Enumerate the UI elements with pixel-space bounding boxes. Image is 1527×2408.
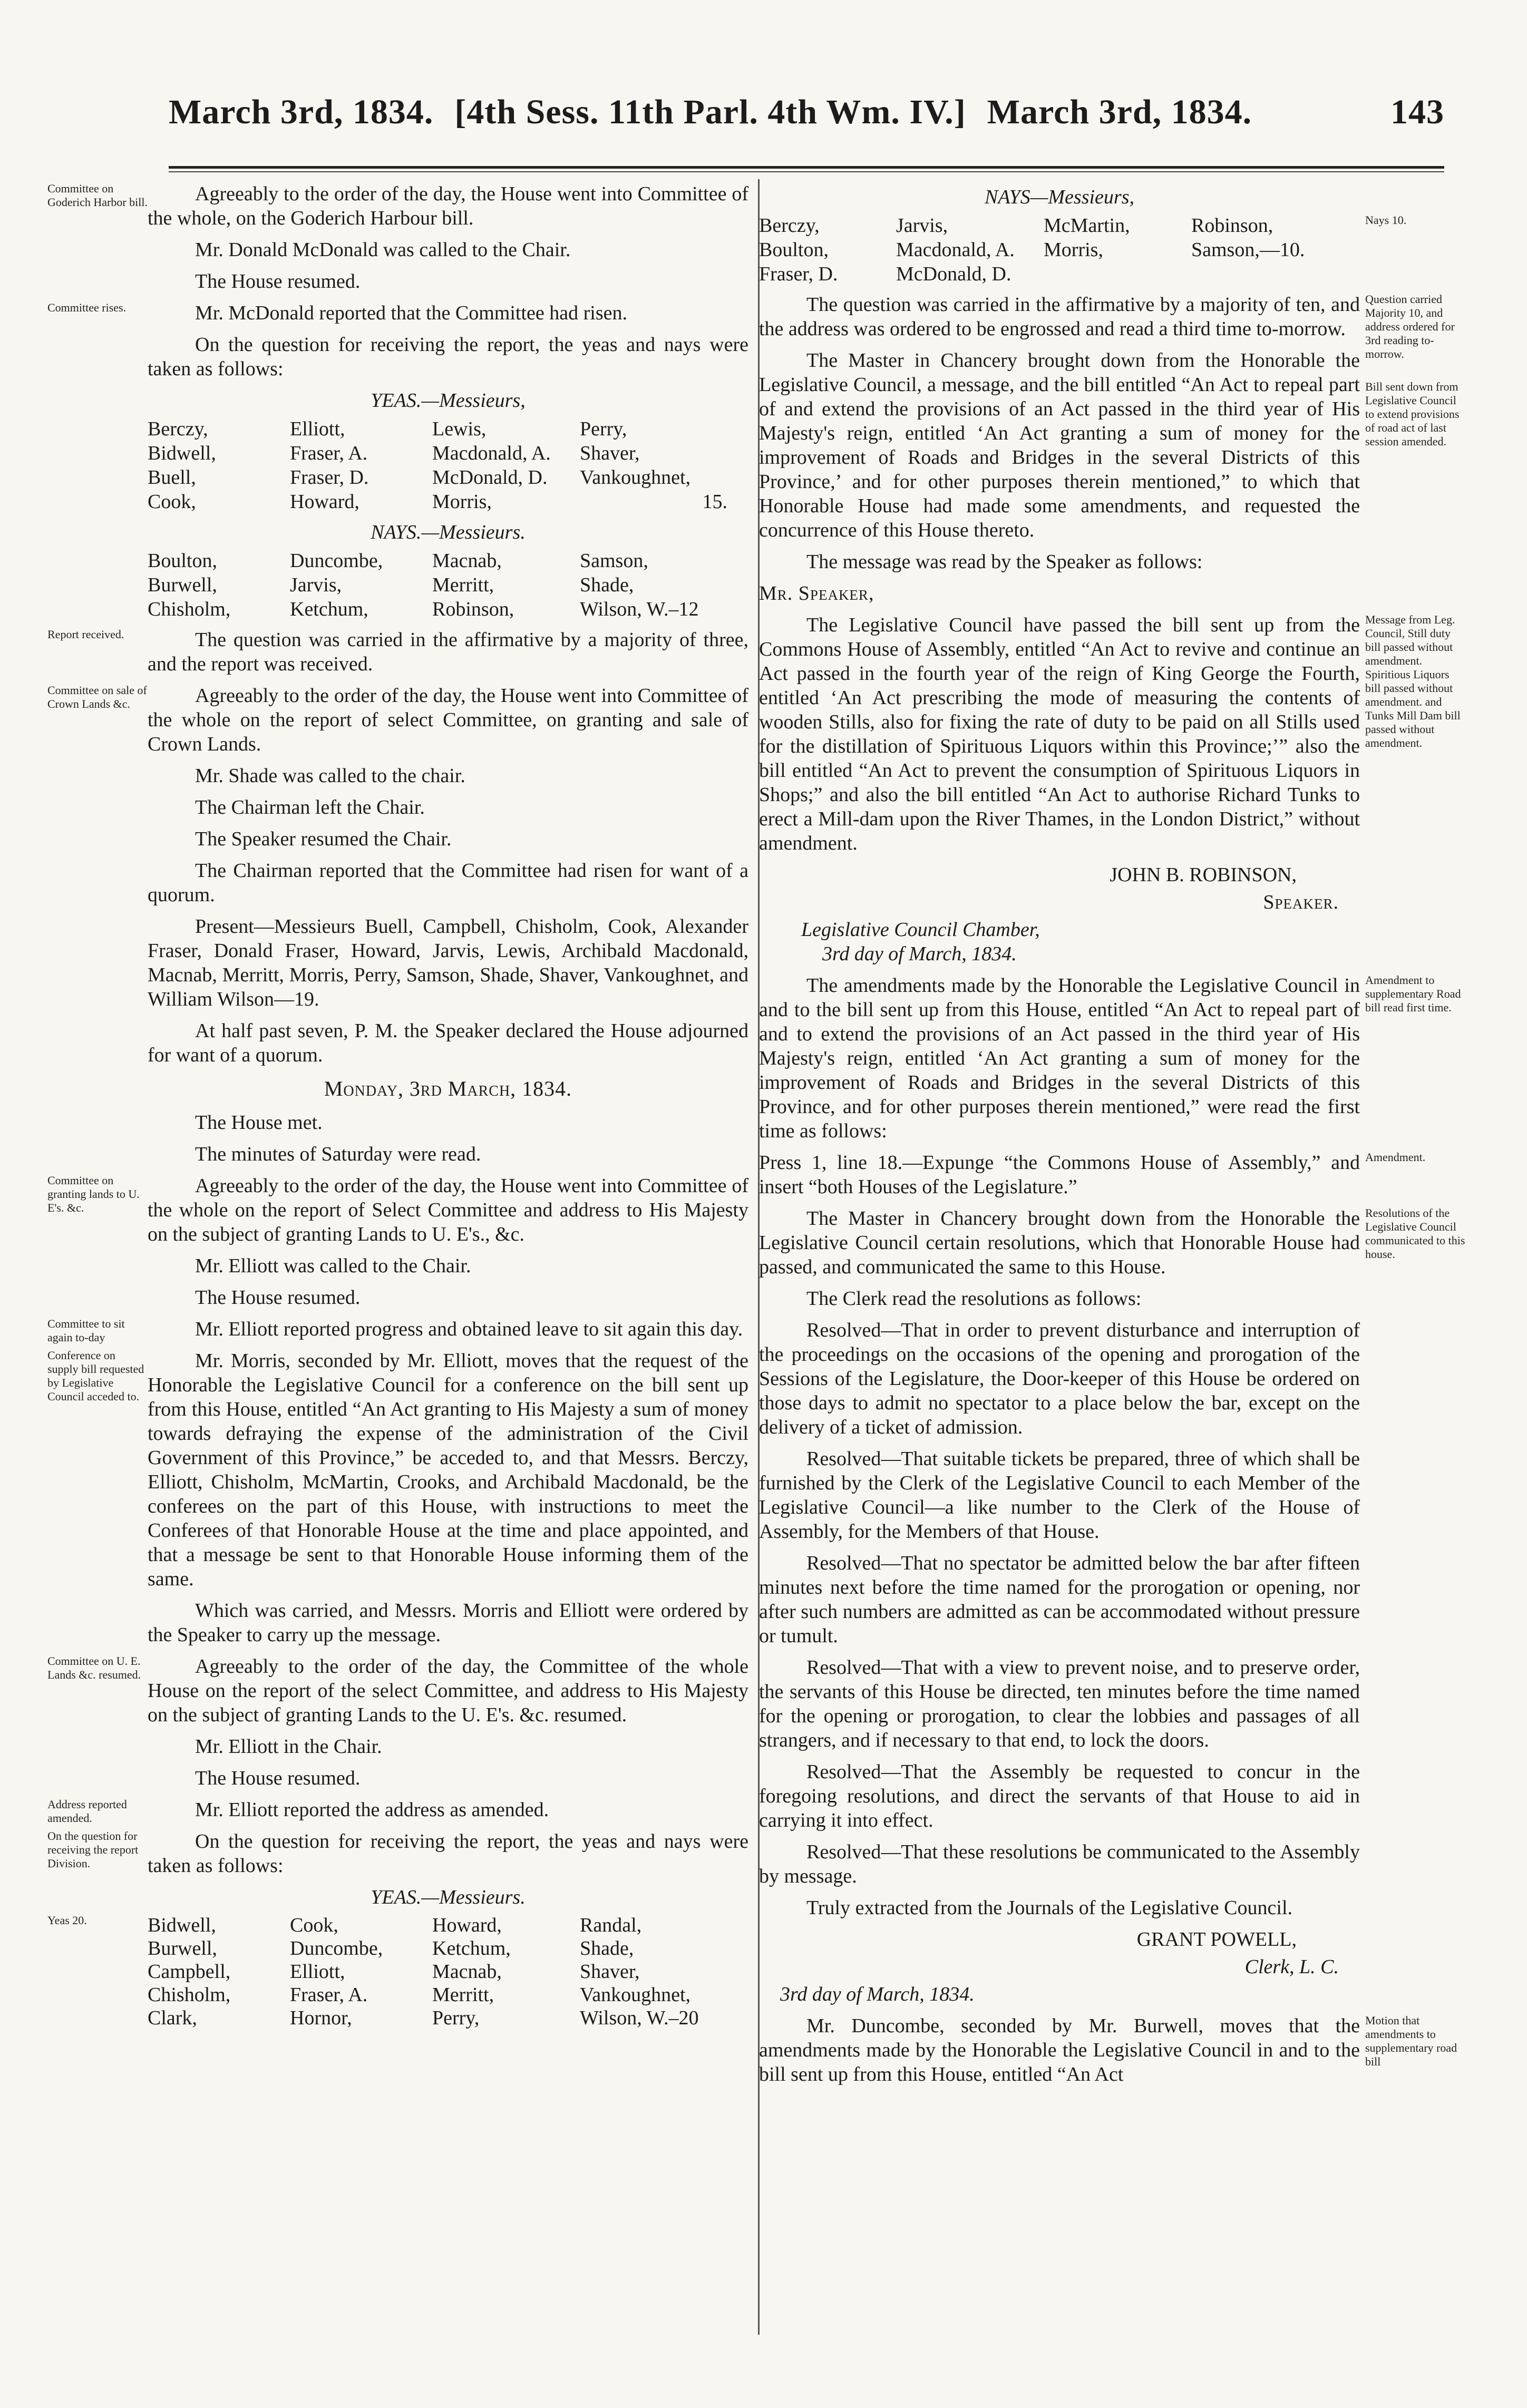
chamber-name: Legislative Council Chamber, <box>801 919 1040 941</box>
margin-note: Committee to sit again to-day <box>47 1317 125 1344</box>
paragraph: The Master in Chancery brought down from the Honorable the Legislative Council certain resolutions, which that Honorable House had passed, and communicated the same to this House. <box>759 1207 1360 1278</box>
entry <box>47 1654 748 1727</box>
member-name: Boulton, <box>759 239 829 261</box>
member-name: Fraser, A. <box>290 442 368 464</box>
member-name: Ketchum, <box>432 1937 511 1959</box>
member-name: Merritt, <box>432 1984 494 2006</box>
member-name: McDonald, D. <box>896 263 1011 285</box>
member-name: Lewis, <box>432 418 487 440</box>
paragraph: The Chairman reported that the Committee had risen for want of a quorum. <box>148 860 748 906</box>
member-name: Cook, <box>290 1914 338 1936</box>
paragraph: The Clerk read the resolutions as follows: <box>806 1288 1142 1310</box>
member-name: Burwell, <box>148 1937 217 1959</box>
paragraph: The House resumed. <box>195 1767 361 1789</box>
member-name: McDonald, D. <box>432 466 548 489</box>
margin-note: Conference on supply bill requested by Legislative Council acceded to. <box>47 1349 144 1403</box>
margin-note: Amendment. <box>1365 1151 1426 1164</box>
nays-heading: NAYS.—Messieurs. <box>371 521 526 543</box>
header-session: [4th Sess. 11th Parl. 4th Wm. IV.] <box>454 93 966 131</box>
paragraph: Press 1, line 18.—Expunge “the Commons House of Assembly,” and insert “both Houses of the Legislature.” <box>759 1152 1360 1198</box>
margin-note: Nays 10. <box>1365 213 1407 227</box>
paragraph: The amendments made by the Honorable the Legislative Council in and to the bill sent up from this House, entitled “An Act to repeal part of and to extend the provisions of an Act passed in the third year of His Majesty's reign, entitled ‘An Act granting a sum of money for the improvement of Roads and Bridges in the several Districts of this Province, and for other purposes therein mentioned,” were read the first time as follows: <box>759 974 1360 1142</box>
page-number: 143 <box>1390 93 1444 131</box>
margin-note: Message from Leg. Council, Still duty bill passed without amendment. Spiritious Liquors bill passed without amendment. and Tunks Mill Dam bill passed without amendment. <box>1365 613 1461 749</box>
header-rule-thin <box>169 171 1444 172</box>
member-name: Jarvis, <box>290 574 342 596</box>
member-name: Robinson, <box>1191 215 1273 237</box>
margin-note: Bill sent down from Legislative Council to extend provisions of road act of last session amended. <box>1365 380 1460 448</box>
member-name: Macdonald, A. <box>432 442 551 464</box>
entry <box>759 1206 1465 1279</box>
paragraph: The message was read by the Speaker as follows: <box>806 551 1203 573</box>
member-name: Macdonald, A. <box>896 239 1015 261</box>
member-name: Samson,—10. <box>1191 239 1305 261</box>
paragraph: The minutes of Saturday were read. <box>195 1143 481 1165</box>
member-name: Elliott, <box>290 418 345 440</box>
member-name: Robinson, <box>432 598 514 620</box>
entry <box>47 1317 748 1344</box>
paragraph: The Master in Chancery brought down from the Honorable the Legislative Council, a message, and the bill entitled “An Act to repeal part of and extend the provisions of an Act passed in the third year of His Majesty's reign, entitled ‘An Act granting a sum of money for the improvement of Roads and Bridges in the several Districts of this Province,’ and for other purposes therein mentioned,” to which that Honorable House had made some amendments, and requested the concurrence of this House thereto. <box>759 349 1360 541</box>
member-name: Macnab, <box>432 550 502 572</box>
margin-note: On the question for receiving the report Division. <box>47 1829 139 1870</box>
entry <box>47 1829 748 1878</box>
page-header <box>169 92 1444 145</box>
resolution: Resolved—That with a view to prevent noise, and to preserve order, the servants of this House be directed, ten minutes before the time named for the opening or prorogation, to clear the lobbies and passages of all strangers, and if necessary to that end, to lock the doors. <box>759 1656 1360 1751</box>
entry <box>759 1151 1426 1199</box>
member-name: Cook, <box>148 491 196 513</box>
member-name: Fraser, D. <box>759 263 838 285</box>
entry <box>759 613 1461 855</box>
member-name: Shaver, <box>580 1961 640 1983</box>
resolution: Resolved—That in order to prevent disturbance and interruption of the proceedings on the occasions of the opening and prorogation of the Sessions of the Legislature, the Door-keeper of this House be ordered on those days to admit no spectator to a place below the bar, except on the delivery of a ticket of admission. <box>759 1319 1360 1438</box>
paragraph: The question was carried in the affirmative by a majority of ten, and the address was ordered to be engrossed and read a third time to-morrow. <box>759 294 1360 340</box>
member-name: Randal, <box>580 1914 642 1936</box>
paragraph: Agreeably to the order of the day, the Committee of the whole House on the report of the select Committee, and address to His Majesty on the subject of granting Lands to the U. E's. &c. resumed. <box>148 1655 748 1726</box>
paragraph: Present—Messieurs Buell, Campbell, Chisholm, Cook, Alexander Fraser, Donald Fraser, Howard, Jarvis, Lewis, Archibald Macdonald, Macnab, Merritt, Morris, Perry, Samson, Shade, Shaver, Vankoughnet, and William Wilson—19. <box>148 915 748 1010</box>
paragraph: Agreeably to the order of the day, the House went into Committee of the whole on the report of select Committee, on granting and sale of Crown Lands. <box>148 685 748 755</box>
entry <box>759 348 1460 542</box>
member-name: Perry, <box>432 2007 480 2029</box>
paragraph: Which was carried, and Messrs. Morris and Elliott were ordered by the Speaker to carry up the message. <box>148 1600 748 1646</box>
entry <box>47 1914 748 2030</box>
entry <box>47 684 748 756</box>
paragraph: The House resumed. <box>195 270 361 293</box>
nays-heading: NAYS—Messieurs, <box>985 186 1134 208</box>
member-name: Howard, <box>290 491 359 513</box>
nays-list <box>148 549 748 621</box>
chamber-date-block <box>801 918 1360 966</box>
margin-note: Question carried Majority 10, and address ordered for 3rd reading to-morrow. <box>1365 293 1455 360</box>
paragraph: Mr. McDonald reported that the Committee had risen. <box>195 302 627 324</box>
signature-title: Clerk, L. C. <box>1244 1956 1339 1978</box>
member-name: Jarvis, <box>896 215 948 237</box>
paragraph: Mr. Elliott reported the address as amended. <box>195 1799 549 1821</box>
entry <box>47 1174 748 1246</box>
nays-list <box>759 213 1360 286</box>
margin-note: Motion that amendments to supplementary road bill <box>1365 2014 1457 2068</box>
entry <box>759 973 1461 1143</box>
member-name: Boulton, <box>148 550 217 572</box>
signature-title: Speaker. <box>1263 891 1339 913</box>
paragraph: Mr. Duncombe, seconded by Mr. Burwell, moves that the amendments made by the Honorable the Legislative Council in and to the bill sent up from this House, entitled “An Act <box>759 2015 1360 2085</box>
paragraph: The question was carried in the affirmative by a majority of three, and the report was received. <box>148 629 748 675</box>
member-name: Vankoughnet, <box>580 466 691 489</box>
member-name: Chisholm, <box>148 598 231 620</box>
signature: JOHN B. ROBINSON, <box>1110 864 1297 886</box>
day-heading: Monday, 3rd March, 1834. <box>324 1077 572 1100</box>
chamber-date: 3rd day of March, 1834. <box>822 943 1017 965</box>
member-name: McMartin, <box>1044 215 1130 237</box>
margin-note: Committee on Goderich Harbor bill. <box>47 182 148 209</box>
entry <box>759 213 1407 286</box>
resolution: Resolved—That the Assembly be requested to concur in the foregoing resolutions, and direct the servants of that House to aid in carrying it into effect. <box>759 1761 1360 1831</box>
paragraph: Mr. Elliott was called to the Chair. <box>195 1255 471 1277</box>
paragraph: The House resumed. <box>195 1286 361 1309</box>
paragraph: Mr. Elliott in the Chair. <box>195 1736 382 1758</box>
member-name: Shade, <box>580 574 634 596</box>
member-name: Howard, <box>432 1914 502 1936</box>
paragraph: Agreeably to the order of the day, the House went into Committee of the whole, on the Goderich Harbour bill. <box>148 183 748 229</box>
paragraph: Mr. Donald McDonald was called to the Chair. <box>195 239 571 261</box>
date-line: 3rd day of March, 1834. <box>780 1983 975 2005</box>
vote-count: 15. <box>702 491 727 513</box>
right-column <box>759 182 1465 2094</box>
member-name: Campbell, <box>148 1961 231 1983</box>
member-name <box>1044 262 1191 286</box>
member-name: Macnab, <box>432 1961 502 1983</box>
entry <box>759 2014 1457 2087</box>
member-name: Samson, <box>580 550 648 572</box>
margin-note: Report received. <box>47 628 124 641</box>
member-name: Fraser, D. <box>290 466 369 489</box>
member-name: Shade, <box>580 1937 634 1959</box>
paragraph: On the question for receiving the report, the yeas and nays were taken as follows: <box>148 1830 748 1877</box>
margin-note: Yeas 20. <box>47 1914 87 1927</box>
member-name: Vankoughnet, <box>580 1984 691 2006</box>
paragraph: On the question for receiving the report, the yeas and nays were taken as follows: <box>148 334 748 380</box>
entry <box>47 1349 748 1591</box>
paragraph: Mr. Elliott reported progress and obtained leave to sit again this day. <box>195 1318 743 1340</box>
member-name: Fraser, A. <box>290 1984 368 2006</box>
margin-note: Committee rises. <box>47 301 127 314</box>
margin-note: Committee on granting lands to U. E's. &c. <box>47 1174 140 1214</box>
header-date-right: March 3rd, 1834. <box>987 93 1252 131</box>
member-name: Bidwell, <box>148 442 216 464</box>
paragraph: The Chairman left the Chair. <box>195 796 425 818</box>
paragraph: At half past seven, P. M. the Speaker declared the House adjourned for want of a quorum. <box>148 1020 748 1066</box>
resolution: Resolved—That these resolutions be communicated to the Assembly by message. <box>759 1841 1360 1887</box>
paragraph: The House met. <box>195 1112 323 1134</box>
resolution: Resolved—That suitable tickets be prepared, three of which shall be furnished by the Clerk of the Legislative Council to each Member of the Legislative Council—a like number to the Clerk of the House of Assembly, for the Members of that House. <box>759 1448 1360 1543</box>
header-date-left: March 3rd, 1834. <box>169 93 434 131</box>
member-name <box>1191 262 1360 286</box>
paragraph: The Legislative Council have passed the bill sent up from the Commons House of Assembly, entitled “An Act to revive and continue an Act passed in the fourth year of the reign of King George the Fourth, entitled ‘An Act prescribing the mode of measuring the contents of wooden Stills, also for fixing the rate of duty to be paid on all Stills used for the distillation of Spirituous Liquors within this Province;’” also the bill entitled “An Act to prevent the consumption of Spirituous Liquors in Shops;” and also the bill entitled “An Act to authorise Richard Tunks to erect a Mill-dam upon the River Thames, in the London District,” without amendment. <box>759 614 1360 854</box>
entry <box>759 293 1455 360</box>
yeas-list <box>148 1914 748 2030</box>
member-name: Elliott, <box>290 1961 345 1983</box>
member-name: Duncombe, <box>290 1937 383 1959</box>
member-name: Burwell, <box>148 574 217 596</box>
member-name: Wilson, W.–20 <box>580 2007 699 2029</box>
member-name: Chisholm, <box>148 1984 231 2006</box>
member-name: Clark, <box>148 2007 197 2029</box>
paragraph: Truly extracted from the Journals of the Legislative Council. <box>806 1897 1293 1919</box>
member-name: Bidwell, <box>148 1914 216 1936</box>
resolution: Resolved—That no spectator be admitted below the bar after fifteen minutes next before the time named for the prorogation or opening, nor after such numbers are admitted as can be accommodated without pressure or tumult. <box>759 1552 1360 1647</box>
margin-note: Resolutions of the Legislative Council communicated to this house. <box>1365 1206 1465 1261</box>
member-name: Berczy, <box>148 418 208 440</box>
entry <box>47 301 748 325</box>
yeas-list <box>148 417 748 514</box>
member-name: Buell, <box>148 466 196 489</box>
member-name: Shaver, <box>580 442 640 464</box>
member-name: Berczy, <box>759 215 820 237</box>
member-name: Wilson, W.–12 <box>580 598 699 620</box>
member-name: Merritt, <box>432 574 494 596</box>
yeas-heading: YEAS.—Messieurs, <box>371 389 526 412</box>
member-name: Duncombe, <box>290 550 383 572</box>
member-name: Morris, <box>1044 239 1103 261</box>
entry <box>47 1798 748 1825</box>
member-name: Perry, <box>580 418 627 440</box>
signature: GRANT POWELL, <box>1136 1928 1297 1951</box>
margin-note: Committee on U. E. Lands &c. resumed. <box>47 1654 141 1681</box>
header-rule <box>169 166 1444 169</box>
member-name: Morris, <box>432 491 492 513</box>
margin-note: Amendment to supplementary Road bill read first time. <box>1365 973 1461 1014</box>
left-column <box>47 182 748 2036</box>
entry <box>47 628 748 676</box>
entry <box>47 182 748 230</box>
paragraph: Mr. Shade was called to the chair. <box>195 765 465 787</box>
yeas-heading: YEAS.—Messieurs. <box>371 1886 526 1908</box>
paragraph: The Speaker resumed the Chair. <box>195 828 452 850</box>
margin-note: Address reported amended. <box>47 1798 127 1825</box>
salutation: Mr. Speaker, <box>759 582 874 605</box>
paragraph: Mr. Morris, seconded by Mr. Elliott, moves that the request of the Honorable the Legislative Council for a conference on the bill sent up from this House, entitled “An Act granting to His Majesty a sum of money towards defraying the expense of the administration of the Civil Government of this Province,” be acceded to, and that Messrs. Berczy, Elliott, Chisholm, McMartin, Crooks, and Archibald Macdonald, be the conferees on the part of this House, with instructions to meet the Conferees of that Honorable House at the time and place appointed, and that a message be sent to that Honorable House informing them of the same. <box>148 1350 748 1590</box>
member-name: Ketchum, <box>290 598 368 620</box>
member-name: Hornor, <box>290 2007 352 2029</box>
margin-note: Committee on sale of Crown Lands &c. <box>47 684 147 710</box>
paragraph: Agreeably to the order of the day, the House went into Committee of the whole on the report of Select Committee and address to His Majesty on the subject of granting Lands to U. E's., &c. <box>148 1175 748 1245</box>
